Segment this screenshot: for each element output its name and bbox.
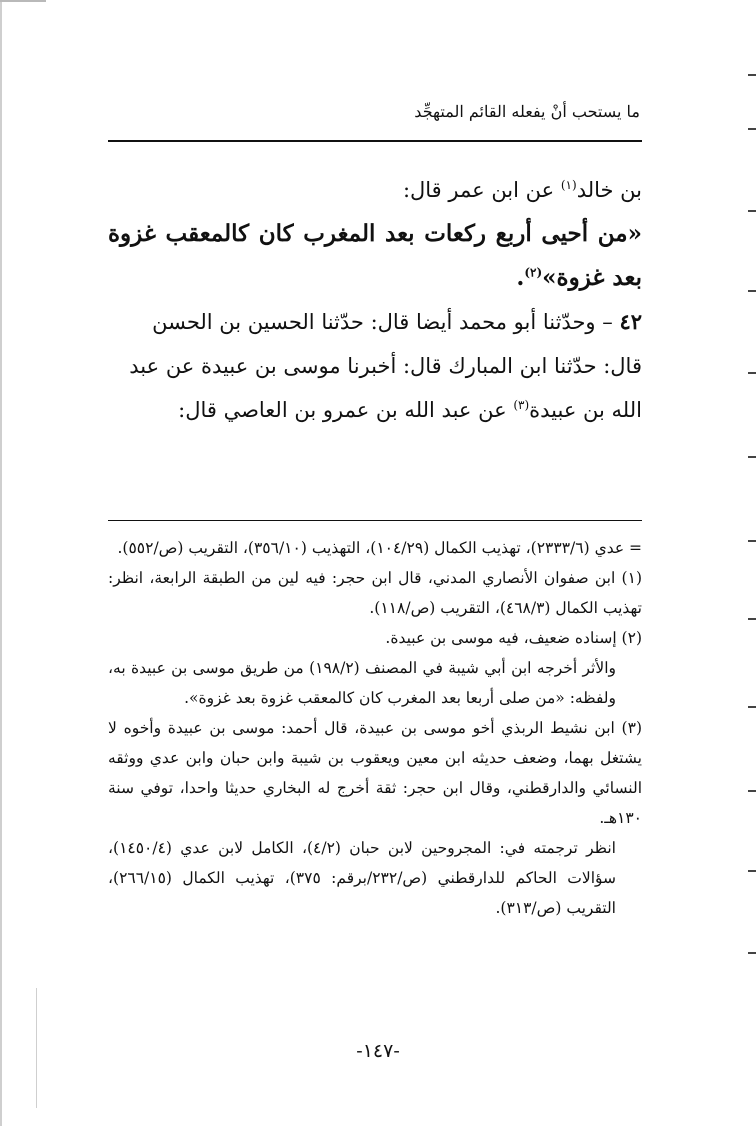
footnote-2: (٢) إسناده ضعيف، فيه موسى بن عبيدة. — [385, 629, 642, 647]
hadith-text — [108, 212, 642, 300]
main-text — [108, 168, 642, 432]
footnote-3-sources: انظر ترجمته في: المجروحين لابن حبان (٤/٢)، الكامل لابن عدي (١٤٥٠/٤)، سؤالات الحاكم للدارقطني (ص/٢٣٢/برقم: ٣٧٥)، تهذيب الكمال (٢٦٦/١٥)، التقريب (ص/٣١٣). — [108, 839, 616, 917]
narration-continuation: عن ابن عمر قال: — [402, 178, 561, 202]
item-text-end: عن عبد الله بن عمرو بن العاصي قال: — [178, 398, 514, 422]
footnote-ref-3: (٣) — [513, 398, 530, 412]
scan-edge-top — [0, 0, 46, 2]
footnote-ref-1: (١) — [560, 178, 577, 192]
scan-edge-left — [0, 0, 2, 1126]
hadith-end: . — [516, 264, 525, 291]
footnote-1: (١) ابن صفوان الأنصاري المدني، قال ابن حجر: فيه لين من الطبقة الرابعة، انظر: تهذيب الكمال (٤٦٨/٣)، التقريب (ص/١١٨). — [108, 569, 642, 617]
header-rule — [108, 140, 642, 142]
narrator-name: بن خالد — [576, 178, 642, 202]
footnote-3: (٣) ابن نشيط الربذي أخو موسى بن عبيدة، قال أحمد: موسى بن عبيدة وأخوه لا يشتغل بهما، وضعف حديثه ابن معين ويعقوب بن شيبة وابن حبان وابن عدي ووثقه النسائي والدارقطني، وقال ابن حجر: ثقة أخرج له البخاري حديثا واحدا، توفي سنة ١٣٠هـ. — [108, 719, 642, 827]
footnote-ref-2: (٢) — [524, 265, 543, 280]
narration-line — [108, 168, 642, 212]
running-head: ما يستحب أنْ يفعله القائم المتهجِّد — [414, 102, 640, 121]
footnote-continuation: = عدي (٢٣٣٣/٦)، تهذيب الكمال (١٠٤/٢٩)، التهذيب (٣٥٦/١٠)، التقريب (ص/٥٥٢). — [117, 539, 642, 557]
item-42 — [108, 300, 642, 432]
hadith-quote: «من أحيى أربع ركعات بعد المغرب كان كالمعقب غزوة بعد غزوة» — [108, 220, 642, 291]
footnote-rule — [108, 520, 642, 521]
page-number: -١٤٧- — [356, 1040, 400, 1062]
footnote-2-detail: والأثر أخرجه ابن أبي شيبة في المصنف (١٩٨/٢) من طريق موسى بن عبيدة به، ولفظه: «من صلى أربعا بعد المغرب كان كالمعقب غزوة بعد غزوة». — [108, 659, 616, 707]
item-text: – وحدّثنا أبو محمد أيضا قال: حدّثنا الحسين بن الحسن قال: حدّثنا ابن المبارك قال: أخبرنا موسى بن عبيدة عن عبد الله بن عبيدة — [129, 310, 642, 422]
item-number: ٤٢ — [619, 309, 642, 334]
footnotes — [108, 533, 642, 923]
scan-edge-right — [742, 0, 756, 1126]
